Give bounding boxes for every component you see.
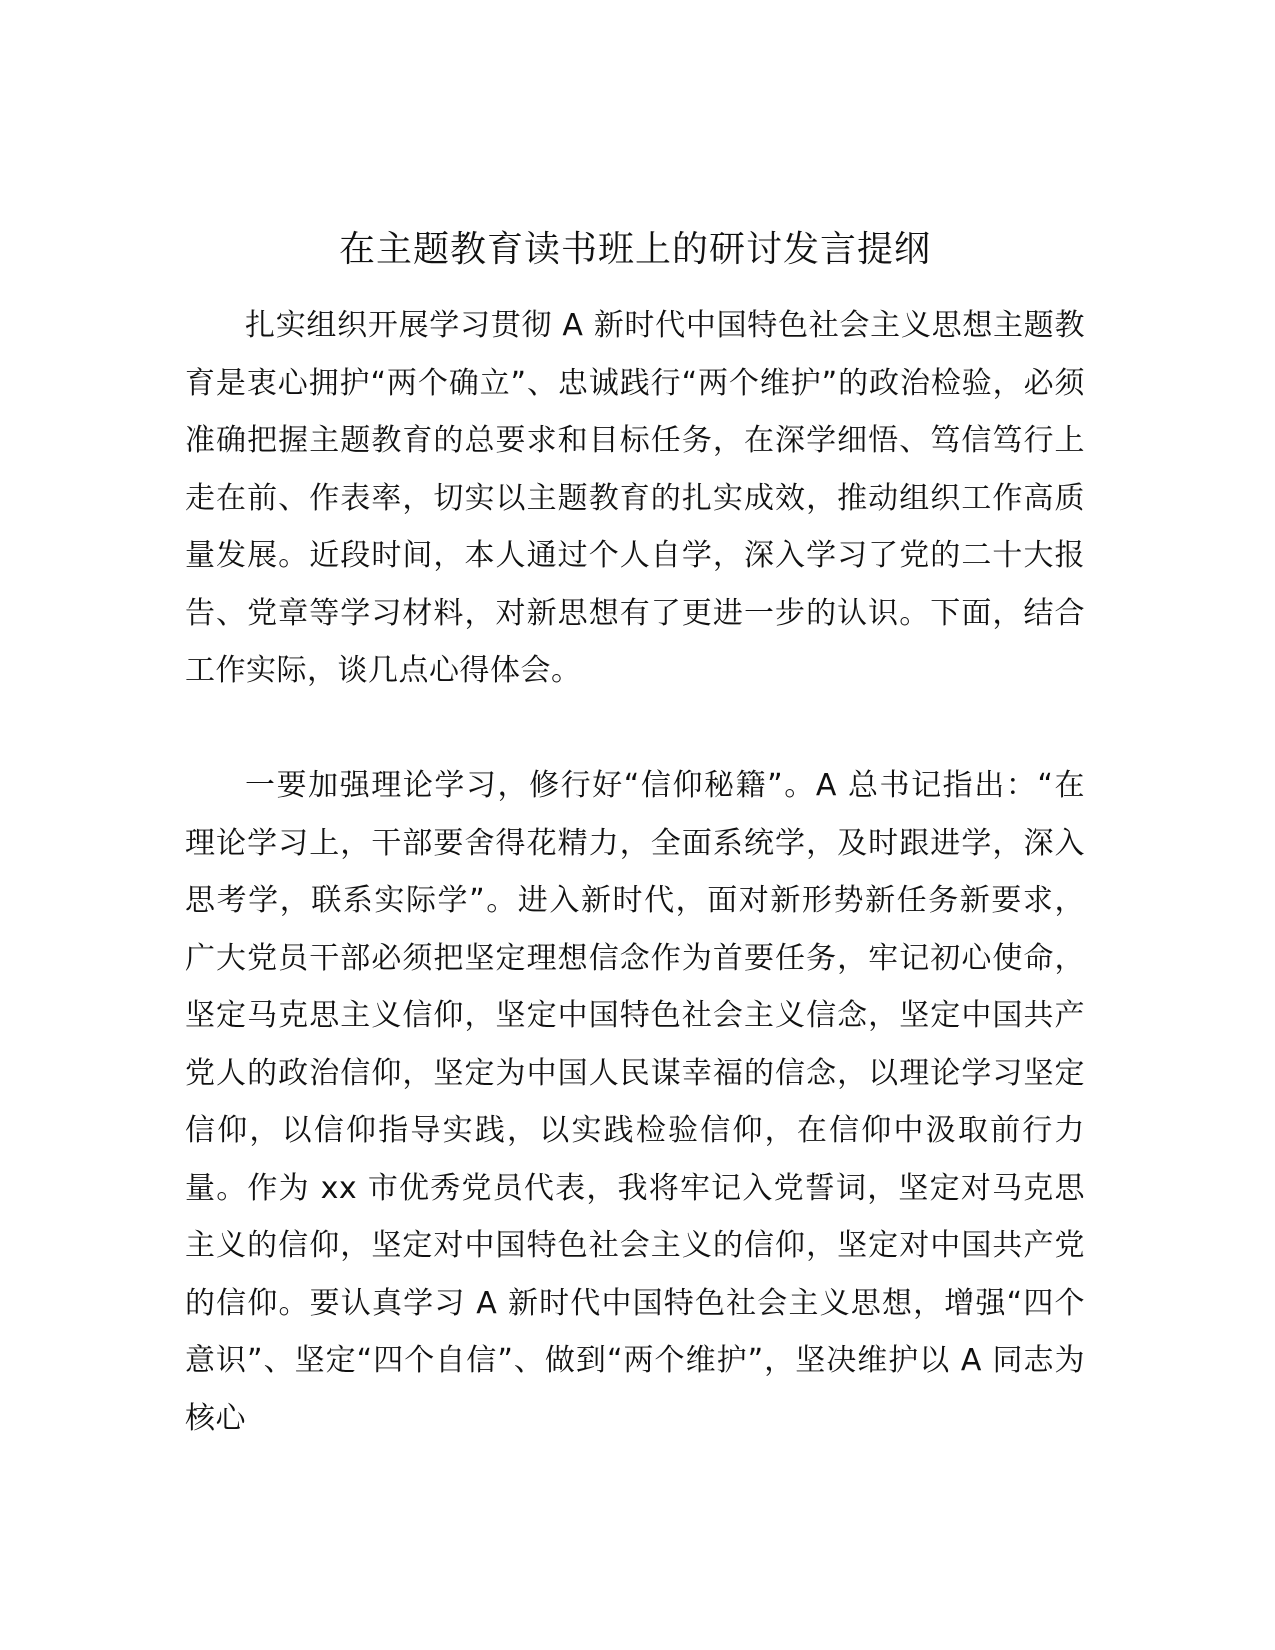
document-title: 在主题教育读书班上的研讨发言提纲 — [338, 229, 931, 270]
paragraph-point-one: 一要加强理论学习，修行好“信仰秘籍”。A 总书记指出：“在理论学习上，干部要舍得花精力，全面系统学，及时跟进学，深入思考学，联系实际学”。进入新时代，面对新形势新任务新要求，广大党员干部必须把坚定理想信念作为首要任务，牢记初心使命，坚定马克思主义信仰，坚定中国特色社会主义信念，坚定中国共产党人的政治信仰，坚定为中国人民谋幸福的信念，以理论学习坚定信仰，以信仰指导实践，以实践检验信仰，在信仰中汲取前行力量。作为 xx 市优秀党员代表，我将牢记入党誓词，坚定对马克思主义的信仰，坚定对中国特色社会主义的信仰，坚定对中国共产党的信仰。要认真学习 A 新时代中国特色社会主义思想，增强“四个意识”、坚定“四个自信”、做到“两个维护”，坚决维护以 A 同志为核心 — [185, 768, 1085, 1436]
paragraph-intro: 扎实组织开展学习贯彻 A 新时代中国特色社会主义思想主题教育是衷心拥护“两个确立”、忠诚践行“两个维护”的政治检验，必须准确把握主题教育的总要求和目标任务，在深学细悟、笃信笃行上走在前、作表率，切实以主题教育的扎实成效，推动组织工作高质量发展。近段时间，本人通过个人自学，深入学习了党的二十大报告、党章等学习材料，对新思想有了更进一步的认识。下面，结合工作实际，谈几点心得体会。 — [185, 308, 1085, 688]
